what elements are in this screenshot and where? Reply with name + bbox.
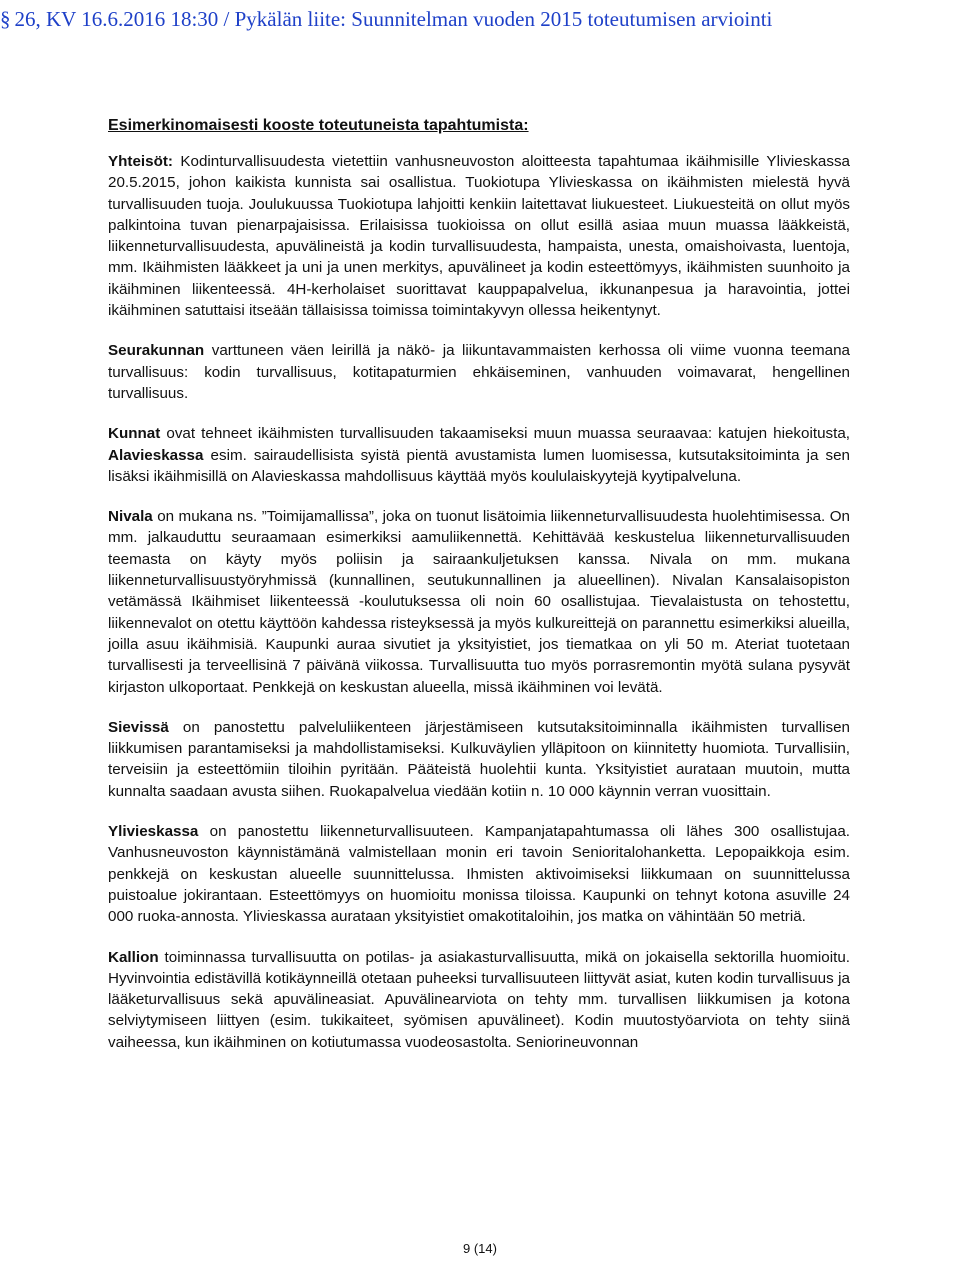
paragraph-kallio [108, 947, 850, 1053]
paragraph-text: toiminnassa turvallisuutta on potilas- ja asiakasturvallisuutta, mikä on jokaisella sektorilla huomioitu. Hyvinvointia edistävillä kotikäynneillä otetaan puheeksi turvallisuuteen liittyvät asiat, kuten kodin turvallisuus ja lääketurvallisuus sekä apuvälineasiat. Apuvälinearviota on tehty mm. turvallisen liikkumisen ja kotona selviytymiseen liittyen (esim. tukikaiteet, syömisen apuvälineet). Kodin muutostyöarviota on tehty siinä vaiheessa, kun ikäihminen on kotiutumassa vuodeosastolta. Seniorineuvonnan [108, 948, 850, 1051]
paragraph-seurakunta [108, 340, 850, 404]
paragraph-text-secondary: esim. sairaudellisista syistä pientä avustamista lumen luomisessa, kutsutaksitoiminta ja sen lisäksi ikäihmisillä on Alavieskassa mahdollisuus käyttää myös koululaiskyytejä kyytipalveluna. [108, 446, 850, 485]
paragraph-lead: Seurakunnan [108, 342, 205, 360]
paragraph-lead: Kunnat [108, 425, 161, 443]
paragraph-text: ovat tehneet ikäihmisten turvallisuuden takaamiseksi muun muassa seuraavaa: katujen hiekoitusta, [160, 425, 850, 443]
paragraph-lead: Ylivieskassa [108, 823, 199, 841]
paragraph-lead-secondary: Alavieskassa [108, 446, 204, 464]
paragraph-text: on mukana ns. ”Toimijamallissa”, joka on tuonut lisätoimia liikenneturvallisuudesta huolehtimisessa. On mm. jalkauduttu seuraamaan esimerkiksi aamuliikennettä. Kehittävää keskustelua liikenneturvallisuuden teemasta on käyty myös poliisin ja sairaankuljetuksen kanssa. Nivala on mm. mukana liikenneturvallisuustyöryhmissä (kunnallinen, seutukunnallinen ja alueellinen). Nivalan Kansalaisopiston vetämässä Ikäihmiset liikenteessä -koulutuksessa oli noin 60 osallistujaa. Tievalaistusta on tehostettu, liikennevalot on otettu käyttöön kahdessa risteyksessä ja myös kulkureittejä on parannettu esimerkiksi alueilla, joilla asuu ikäihmisiä. Kaupunki auraa sivutiet ja yksityistiet, jos tiematkaa on yli 50 m. Ateriat tuotetaan turvallisesti ja terveellisinä 7 päivänä viikossa. Turvallisuutta tuo myös porrasremontin myötä sulana pysyvät kirjaston ulkoportaat. Penkkejä on keskustan alueella, missä ikäihminen voi levätä. [108, 508, 850, 696]
paragraph-ylivieska [108, 821, 850, 927]
paragraph-kunnat [108, 423, 850, 487]
paragraph-text: on panostettu palveluliikenteen järjestämiseen kutsutaksitoiminnalla ikäihmisten turvallisen liikkumisen parantamiseksi ja mahdollistamiseksi. Kulkuväylien ylläpitoon on kiinnitetty huomiota. Turvallisiin, terveisiin ja esteettömiin tiloihin pyritään. Pääteistä huolehtii kunta. Yksityistiet aurataan muutoin, mutta kunnalta saadaan avusta siihen. Ruokapalvelua viedään kotiin n. 10 000 käynnin verran vuosittain. [108, 718, 850, 800]
paragraph-nivala [108, 506, 850, 698]
paragraph-lead: Sievissä [108, 718, 169, 736]
document-body [108, 116, 850, 1072]
paragraph-text: varttuneen väen leirillä ja näkö- ja liikuntavammaisten kerhossa oli viime vuonna teemana turvallisuus: kodin turvallisuus, kotitapaturmien ehkäiseminen, vanhuuden voimavarat, hengellinen turvallisuus. [108, 342, 850, 402]
paragraph-lead: Nivala [108, 508, 153, 526]
paragraph-yhteisot [108, 151, 850, 321]
header-title: 26, KV 16.6.2016 18:30 / Pykälän liite: Suunnitelman vuoden 2015 toteutumisen arviointi [14, 7, 773, 31]
section-symbol: § [0, 7, 11, 31]
paragraph-lead: Kallion [108, 948, 159, 966]
section-heading: Esimerkinomaisesti kooste toteutuneista tapahtumista: [108, 117, 529, 134]
page-header [0, 4, 960, 38]
paragraph-text: on panostettu liikenneturvallisuuteen. Kampanjatapahtumassa oli lähes 300 osallistujaa. Vanhusneuvoston käynnistämänä valmistellaan monin eri tavoin Senioritalohanketta. Lepopaikkoja esim. penkkejä on keskustan alueelle suunnittelussa. Ihmisten aktivoimiseksi liikkumaan on suunnittelussa puistoalue jokirantaan. Esteettömyys on huomioitu monissa tiloissa. Kaupunki on tehnyt kotona asuville 24 000 ruoka-annosta. Ylivieskassa aurataan yksityistiet omakotitaloihin, jos matka on vähintään 50 metriä. [108, 823, 850, 926]
paragraph-sievi [108, 717, 850, 802]
paragraph-text: Kodinturvallisuudesta vietettiin vanhusneuvoston aloitteesta tapahtumaa ikäihmisille Ylivieskassa 20.5.2015, johon kaikista kunnista sai osallistua. Tuokiotupa Ylivieskassa on ikäihmisten mielestä hyvä turvallisuuden tuoja. Joulukuussa Tuokiotupa lahjoitti kenkiin laitettavat liukuesteet. Liukuesteitä on ollut myös palkintoina tuvan pienarpajaisissa. Erilaisissa tuokioissa on ollut esillä asiaa muun muassa lääkkeistä, liikenneturvallisuudesta, apuvälineistä ja kodin turvallisuudesta, hampaista, unesta, omaishoivasta, luentoja, mm. Ikäihmisten lääkkeet ja uni ja unen merkitys, apuvälineet ja kodin esteettömyys, ikäihmisten suunhoito ja ikäihminen liikenteessä. 4H-kerholaiset suorittavat kauppapalvelua, ikkunanpesua ja haravointia, jottei ikäihminen satuttaisi itseään tällaisissa toimissa toimintakyvyn ollessa heikentynyt. [108, 153, 850, 320]
page-number: 9 (14) [463, 1241, 497, 1256]
paragraph-lead: Yhteisöt: [108, 153, 173, 170]
